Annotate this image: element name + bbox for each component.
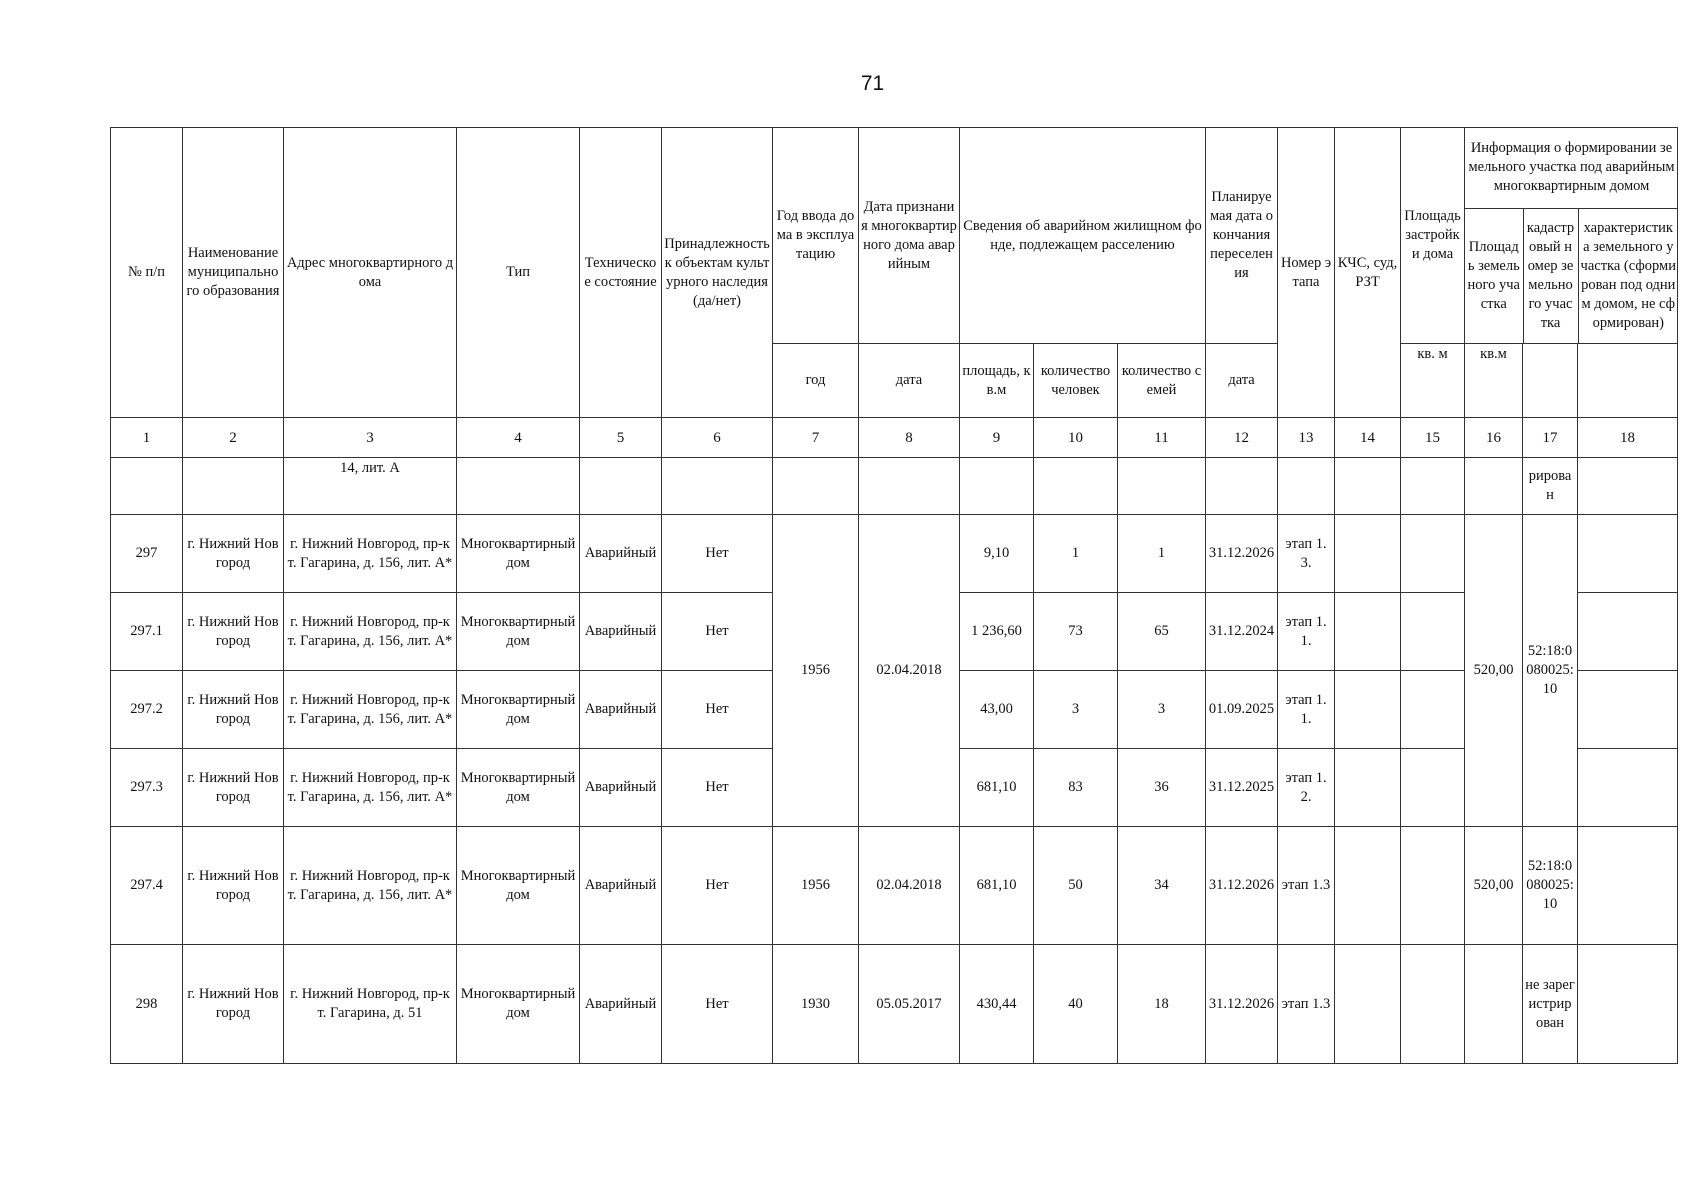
header-address: Адрес многоквартирного дома bbox=[284, 128, 457, 418]
header-heritage: Принадлежность к объектам культурного наследия (да/нет) bbox=[662, 128, 773, 418]
row-stage: этап 1.3 bbox=[1278, 945, 1335, 1064]
row-heritage: Нет bbox=[662, 671, 773, 749]
row-type: Многоквартирный дом bbox=[457, 945, 580, 1064]
row-heritage: Нет bbox=[662, 749, 773, 827]
col-number: 5 bbox=[580, 418, 662, 458]
row-built-area bbox=[1401, 945, 1465, 1064]
header-num: № п/п bbox=[111, 128, 183, 418]
row-municipality: г. Нижний Новгород bbox=[183, 827, 284, 945]
header-recognition-date: Дата признания многоквартирного дома аварийным bbox=[859, 128, 960, 344]
row-built-area bbox=[1401, 671, 1465, 749]
row-end-date: 31.12.2026 bbox=[1206, 515, 1278, 593]
row-date: 05.05.2017 bbox=[859, 945, 960, 1064]
row-families: 3 bbox=[1118, 671, 1206, 749]
row-heritage: Нет bbox=[662, 827, 773, 945]
row-characteristic bbox=[1578, 593, 1678, 671]
table-row bbox=[111, 827, 1678, 945]
row-heritage: Нет bbox=[662, 593, 773, 671]
row-kchs bbox=[1335, 945, 1401, 1064]
row-cadastral: не зарегистрирован bbox=[1523, 945, 1578, 1064]
col-number: 15 bbox=[1401, 418, 1465, 458]
group-cadastral: 52:18:0080025:10 bbox=[1523, 515, 1578, 827]
row-people: 83 bbox=[1034, 749, 1118, 827]
row-num: 298 bbox=[111, 945, 183, 1064]
row-municipality: г. Нижний Новгород bbox=[183, 593, 284, 671]
row-built-area bbox=[1401, 515, 1465, 593]
continuation-cadastral: рирован bbox=[1523, 458, 1578, 515]
group-plot-area: 520,00 bbox=[1465, 515, 1523, 827]
row-municipality: г. Нижний Новгород bbox=[183, 749, 284, 827]
unit-year: год bbox=[773, 344, 859, 418]
row-end-date: 31.12.2025 bbox=[1206, 749, 1278, 827]
row-state: Аварийный bbox=[580, 671, 662, 749]
header-type: Тип bbox=[457, 128, 580, 418]
col-number: 1 bbox=[111, 418, 183, 458]
col-number: 14 bbox=[1335, 418, 1401, 458]
row-area: 681,10 bbox=[960, 749, 1034, 827]
unit-built-area: кв. м bbox=[1401, 344, 1465, 418]
row-characteristic bbox=[1578, 671, 1678, 749]
table-row bbox=[111, 945, 1678, 1064]
row-families: 1 bbox=[1118, 515, 1206, 593]
header-plot-area: Площадь земельного участка bbox=[1465, 208, 1523, 343]
row-num: 297.3 bbox=[111, 749, 183, 827]
col-number: 13 bbox=[1278, 418, 1335, 458]
col-number: 7 bbox=[773, 418, 859, 458]
row-area: 430,44 bbox=[960, 945, 1034, 1064]
row-kchs bbox=[1335, 515, 1401, 593]
row-municipality: г. Нижний Новгород bbox=[183, 515, 284, 593]
col-number: 4 bbox=[457, 418, 580, 458]
row-address: г. Нижний Новгород, пр-кт. Гагарина, д. 156, лит. А* bbox=[284, 593, 457, 671]
unit-date: дата bbox=[859, 344, 960, 418]
header-built-area: Площадь застройки дома bbox=[1401, 128, 1465, 344]
row-built-area bbox=[1401, 827, 1465, 945]
row-built-area bbox=[1401, 593, 1465, 671]
row-state: Аварийный bbox=[580, 827, 662, 945]
row-address: г. Нижний Новгород, пр-кт. Гагарина, д. 156, лит. А* bbox=[284, 827, 457, 945]
row-characteristic bbox=[1578, 945, 1678, 1064]
row-state: Аварийный bbox=[580, 593, 662, 671]
row-area: 9,10 bbox=[960, 515, 1034, 593]
row-type: Многоквартирный дом bbox=[457, 671, 580, 749]
row-end-date: 01.09.2025 bbox=[1206, 671, 1278, 749]
header-characteristic: характеристика земельного участка (сформирован под одним домом, не сформирован) bbox=[1580, 219, 1676, 331]
row-families: 34 bbox=[1118, 827, 1206, 945]
row-end-date: 31.12.2024 bbox=[1206, 593, 1278, 671]
header-land-info-title: Информация о формировании земельного участка под аварийным многоквартирным домом bbox=[1465, 128, 1678, 208]
row-kchs bbox=[1335, 593, 1401, 671]
row-num: 297.4 bbox=[111, 827, 183, 945]
row-type: Многоквартирный дом bbox=[457, 515, 580, 593]
row-characteristic bbox=[1578, 515, 1678, 593]
col-number: 18 bbox=[1578, 418, 1678, 458]
header-tech-state: Техническое состояние bbox=[580, 128, 662, 418]
land-info-subheader bbox=[1465, 128, 1678, 343]
row-address: г. Нижний Новгород, пр-кт. Гагарина, д. 156, лит. А* bbox=[284, 515, 457, 593]
group-year: 1956 bbox=[773, 515, 859, 827]
header-municipality: Наименование муниципального образования bbox=[183, 128, 284, 418]
row-num: 297 bbox=[111, 515, 183, 593]
row-area: 1 236,60 bbox=[960, 593, 1034, 671]
row-num: 297.2 bbox=[111, 671, 183, 749]
header-kchs: КЧС, суд, РЗТ bbox=[1335, 128, 1401, 418]
row-stage: этап 1.2. bbox=[1278, 749, 1335, 827]
header-year: Год ввода дома в эксплуатацию bbox=[773, 128, 859, 344]
col-number: 17 bbox=[1523, 418, 1578, 458]
row-kchs bbox=[1335, 671, 1401, 749]
continuation-row bbox=[111, 458, 1678, 515]
group-date: 02.04.2018 bbox=[859, 515, 960, 827]
row-municipality: г. Нижний Новгород bbox=[183, 945, 284, 1064]
unit-plot-area: кв.м bbox=[1465, 344, 1523, 418]
row-stage: этап 1.3 bbox=[1278, 827, 1335, 945]
header-row-top bbox=[111, 128, 1678, 344]
row-people: 73 bbox=[1034, 593, 1118, 671]
row-families: 65 bbox=[1118, 593, 1206, 671]
row-plot-area: 520,00 bbox=[1465, 827, 1523, 945]
col-number: 12 bbox=[1206, 418, 1278, 458]
col-number: 16 bbox=[1465, 418, 1523, 458]
row-num: 297.1 bbox=[111, 593, 183, 671]
row-address: г. Нижний Новгород, пр-кт. Гагарина, д. 156, лит. А* bbox=[284, 749, 457, 827]
table-row bbox=[111, 515, 1678, 593]
row-type: Многоквартирный дом bbox=[457, 749, 580, 827]
header-emergency-fund: Сведения об аварийном жилищном фонде, подлежащем расселению bbox=[960, 128, 1206, 344]
housing-register-table bbox=[110, 127, 1678, 1064]
continuation-address: 14, лит. А bbox=[284, 458, 457, 515]
page-number: 71 bbox=[860, 72, 885, 95]
row-state: Аварийный bbox=[580, 749, 662, 827]
col-number: 6 bbox=[662, 418, 773, 458]
row-characteristic bbox=[1578, 749, 1678, 827]
header-land-info bbox=[1465, 128, 1678, 344]
row-type: Многоквартирный дом bbox=[457, 827, 580, 945]
col-number: 8 bbox=[859, 418, 960, 458]
row-state: Аварийный bbox=[580, 515, 662, 593]
row-people: 1 bbox=[1034, 515, 1118, 593]
row-characteristic bbox=[1578, 827, 1678, 945]
row-heritage: Нет bbox=[662, 945, 773, 1064]
header-cadastral: кадастровый номер земельного участка bbox=[1523, 208, 1578, 343]
row-kchs bbox=[1335, 749, 1401, 827]
row-families: 36 bbox=[1118, 749, 1206, 827]
row-people: 50 bbox=[1034, 827, 1118, 945]
unit-end-date: дата bbox=[1206, 344, 1278, 418]
column-numbers-row bbox=[111, 418, 1678, 458]
col-number: 9 bbox=[960, 418, 1034, 458]
row-address: г. Нижний Новгород, пр-кт. Гагарина, д. 156, лит. А* bbox=[284, 671, 457, 749]
unit-families: количество семей bbox=[1118, 344, 1206, 418]
row-year: 1930 bbox=[773, 945, 859, 1064]
col-number: 3 bbox=[284, 418, 457, 458]
row-year: 1956 bbox=[773, 827, 859, 945]
row-families: 18 bbox=[1118, 945, 1206, 1064]
row-heritage: Нет bbox=[662, 515, 773, 593]
col-number: 10 bbox=[1034, 418, 1118, 458]
row-area: 681,10 bbox=[960, 827, 1034, 945]
row-state: Аварийный bbox=[580, 945, 662, 1064]
row-address: г. Нижний Новгород, пр-кт. Гагарина, д. 51 bbox=[284, 945, 457, 1064]
row-people: 40 bbox=[1034, 945, 1118, 1064]
col-number: 11 bbox=[1118, 418, 1206, 458]
unit-cadastral-spacer bbox=[1523, 344, 1578, 418]
row-stage: этап 1.1. bbox=[1278, 671, 1335, 749]
row-cadastral: 52:18:0080025:10 bbox=[1523, 827, 1578, 945]
row-date: 02.04.2018 bbox=[859, 827, 960, 945]
row-kchs bbox=[1335, 827, 1401, 945]
row-people: 3 bbox=[1034, 671, 1118, 749]
row-plot-area bbox=[1465, 945, 1523, 1064]
row-type: Многоквартирный дом bbox=[457, 593, 580, 671]
header-stage: Номер этапа bbox=[1278, 128, 1335, 418]
row-end-date: 31.12.2026 bbox=[1206, 945, 1278, 1064]
row-end-date: 31.12.2026 bbox=[1206, 827, 1278, 945]
row-stage: этап 1.3. bbox=[1278, 515, 1335, 593]
row-area: 43,00 bbox=[960, 671, 1034, 749]
row-municipality: г. Нижний Новгород bbox=[183, 671, 284, 749]
row-stage: этап 1.1. bbox=[1278, 593, 1335, 671]
col-number: 2 bbox=[183, 418, 284, 458]
unit-area: площадь, кв.м bbox=[960, 344, 1034, 418]
unit-characteristic-spacer bbox=[1578, 344, 1678, 418]
header-end-date: Планируемая дата окончания переселения bbox=[1206, 128, 1278, 344]
unit-people: количество человек bbox=[1034, 344, 1118, 418]
row-built-area bbox=[1401, 749, 1465, 827]
